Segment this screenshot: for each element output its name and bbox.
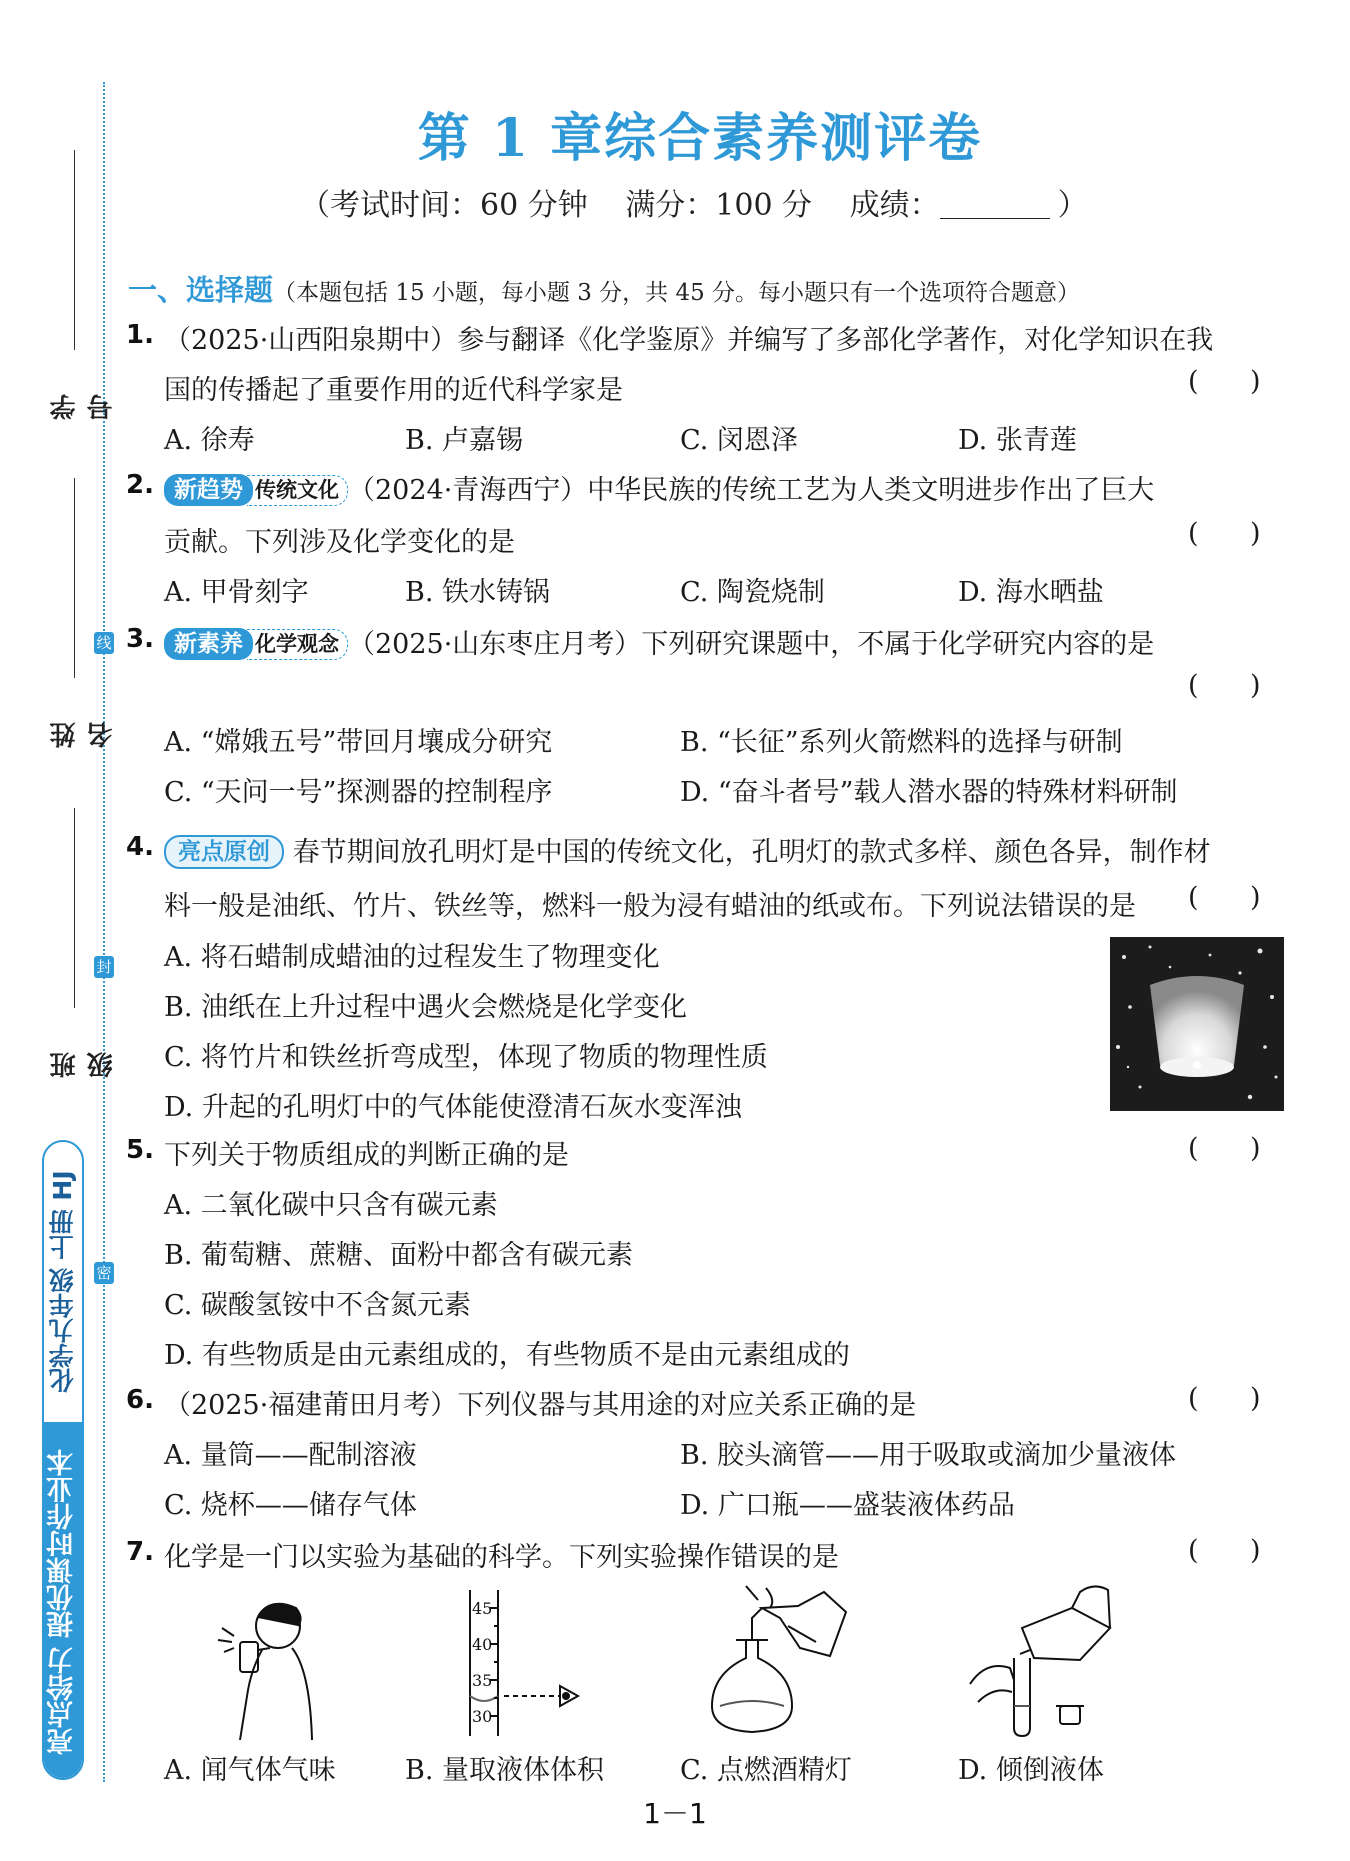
q2-option-a: A. 甲骨刻字 xyxy=(164,577,309,608)
pouring-liquid-figure xyxy=(960,1568,1130,1738)
q6-option-b: B. 胶头滴管——用于吸取或滴加少量液体 xyxy=(680,1440,1177,1471)
q1-option-a: A. 徐寿 xyxy=(164,425,255,456)
q1-option-c: C. 闵恩泽 xyxy=(680,425,798,456)
q7-option-b: B. 量取液体体积 xyxy=(405,1755,605,1786)
page-title: 第 1 章综合素养测评卷 xyxy=(417,108,983,169)
q6-option-c: C. 烧杯——储存气体 xyxy=(164,1490,417,1521)
q4-stem-line1 xyxy=(164,830,1211,869)
q5-answer-paren[interactable]: ( ) xyxy=(1188,1133,1261,1164)
class-label: 班级 xyxy=(50,1042,117,1078)
score-blank[interactable] xyxy=(940,192,1050,219)
q7-option-d: D. 倾倒液体 xyxy=(958,1755,1104,1786)
q5-number: 5. xyxy=(126,1135,154,1165)
q4-answer-paren[interactable]: ( ) xyxy=(1188,882,1261,913)
full-score: 满分：100 分 xyxy=(625,188,813,223)
q2-option-b: B. 铁水铸锅 xyxy=(405,577,551,608)
alcohol-lamp-figure xyxy=(706,1578,856,1738)
binding-char-mi: 密 xyxy=(94,1262,114,1284)
q4-option-d: D. 升起的孔明灯中的气体能使澄清石灰水变浑浊 xyxy=(164,1092,742,1123)
cyl-tick-45: 45 xyxy=(472,1599,493,1618)
binding-dotted-line xyxy=(103,82,105,1782)
q2-option-d: D. 海水晒盐 xyxy=(958,577,1104,608)
q3-option-c: C. “天问一号”探测器的控制程序 xyxy=(164,777,553,808)
cyl-tick-35: 35 xyxy=(472,1671,493,1690)
binding-char-xian: 线 xyxy=(94,632,114,654)
q3-tag-literacy: 新素养 xyxy=(164,628,253,660)
q4-stem-line2: 料一般是油纸、竹片、铁丝等，燃料一般为浸有蜡油的纸或布。下列说法错误的是 xyxy=(164,891,1136,922)
q2-tag-culture: 传统文化 xyxy=(247,475,348,506)
q7-stem-line1: 化学是一门以实验为基础的科学。下列实验操作错误的是 xyxy=(164,1542,839,1573)
q5-option-c: C. 碳酸氢铵中不含氮元素 xyxy=(164,1290,471,1321)
q6-option-a: A. 量筒——配制溶液 xyxy=(164,1440,417,1471)
q1-option-b: B. 卢嘉锡 xyxy=(405,425,524,456)
q3-answer-paren[interactable]: ( ) xyxy=(1188,670,1261,701)
q4-option-b: B. 油纸在上升过程中遇火会燃烧是化学变化 xyxy=(164,992,688,1023)
series-badge xyxy=(42,1140,84,1780)
q2-stem-line1 xyxy=(164,468,1154,507)
q4-number: 4. xyxy=(126,832,154,862)
section-heading xyxy=(128,268,1278,309)
cyl-tick-40: 40 xyxy=(472,1635,493,1654)
section-title: 一、选择题 xyxy=(128,273,274,307)
q6-number: 6. xyxy=(126,1385,154,1415)
q7-answer-paren[interactable]: ( ) xyxy=(1188,1535,1261,1566)
smell-gas-figure xyxy=(200,1590,330,1740)
cyl-tick-30: 30 xyxy=(472,1707,493,1726)
q2-number: 2. xyxy=(126,470,154,500)
q7-number: 7. xyxy=(126,1537,154,1567)
series-subject: 化学九年级 上册 HJ xyxy=(48,1170,77,1394)
q3-stem-text: （2025·山东枣庄月考）下列研究课题中，不属于化学研究内容的是 xyxy=(348,629,1155,660)
q2-answer-paren[interactable]: ( ) xyxy=(1188,518,1261,549)
class-field[interactable] xyxy=(44,808,117,1078)
q4-stem-text: 春节期间放孔明灯是中国的传统文化，孔明灯的款式多样、颜色各异，制作材 xyxy=(292,837,1211,868)
section-description: （本题包括 15 小题，每小题 3 分，共 45 分。每小题只有一个选项符合题意） xyxy=(273,280,1081,306)
series-brand: 亮点给力 提优课时作业本 xyxy=(44,1422,82,1780)
q4-tag-original: 亮点原创 xyxy=(164,835,284,869)
exam-time: （考试时间：60 分钟 xyxy=(300,188,588,223)
q4-option-c: C. 将竹片和铁丝折弯成型，体现了物质的物理性质 xyxy=(164,1042,768,1073)
page-number: 1－1 xyxy=(643,1797,707,1830)
q1-option-d: D. 张青莲 xyxy=(958,425,1077,456)
q1-stem-line2: 国的传播起了重要作用的近代科学家是 xyxy=(164,375,623,406)
q4-option-a: A. 将石蜡制成蜡油的过程发生了物理变化 xyxy=(164,942,660,973)
q3-option-a: A. “嫦娥五号”带回月壤成分研究 xyxy=(164,727,553,758)
q6-stem-line1: （2025·福建莆田月考）下列仪器与其用途的对应关系正确的是 xyxy=(164,1390,917,1421)
q5-option-b: B. 葡萄糖、蔗糖、面粉中都含有碳元素 xyxy=(164,1240,634,1271)
q2-stem-text: （2024·青海西宁）中华民族的传统工艺为人类文明进步作出了巨大 xyxy=(348,475,1155,506)
q6-answer-paren[interactable]: ( ) xyxy=(1188,1383,1261,1414)
q2-option-c: C. 陶瓷烧制 xyxy=(680,577,825,608)
q5-option-d: D. 有些物质是由元素组成的，有些物质不是由元素组成的 xyxy=(164,1340,850,1371)
q5-stem-line1: 下列关于物质组成的判断正确的是 xyxy=(164,1140,569,1171)
q6-option-d: D. 广口瓶——盛装液体药品 xyxy=(680,1490,1015,1521)
q1-stem-line1: （2025·山西阳泉期中）参与翻译《化学鉴原》并编写了多部化学著作，对化学知识在我 xyxy=(164,325,1214,356)
student-id-field[interactable] xyxy=(44,150,117,420)
q1-answer-paren[interactable]: ( ) xyxy=(1188,366,1261,397)
exam-info-close: ） xyxy=(1057,188,1088,223)
score-label: 成绩： xyxy=(849,188,940,223)
q2-tag-trend: 新趋势 xyxy=(164,474,253,506)
q3-number: 3. xyxy=(126,624,154,654)
q7-option-c: C. 点燃酒精灯 xyxy=(680,1755,852,1786)
sky-lantern-photo xyxy=(1110,937,1284,1111)
q1-number: 1. xyxy=(126,320,154,350)
exam-info xyxy=(300,180,1120,224)
q7-option-a: A. 闻气体气味 xyxy=(164,1755,336,1786)
q3-stem-line1 xyxy=(164,622,1154,661)
q3-tag-concept: 化学观念 xyxy=(247,629,348,660)
q3-option-d: D. “奋斗者号”载人潜水器的特殊材料研制 xyxy=(680,777,1178,808)
q3-option-b: B. “长征”系列火箭燃料的选择与研制 xyxy=(680,727,1123,758)
graduated-cylinder-figure xyxy=(450,1588,600,1738)
name-field[interactable] xyxy=(44,478,117,748)
binding-char-feng: 封 xyxy=(94,956,114,978)
name-label: 姓名 xyxy=(50,712,117,748)
q5-option-a: A. 二氧化碳中只含有碳元素 xyxy=(164,1190,498,1221)
student-id-label: 学号 xyxy=(50,384,117,420)
q2-stem-line2: 贡献。下列涉及化学变化的是 xyxy=(164,527,515,558)
